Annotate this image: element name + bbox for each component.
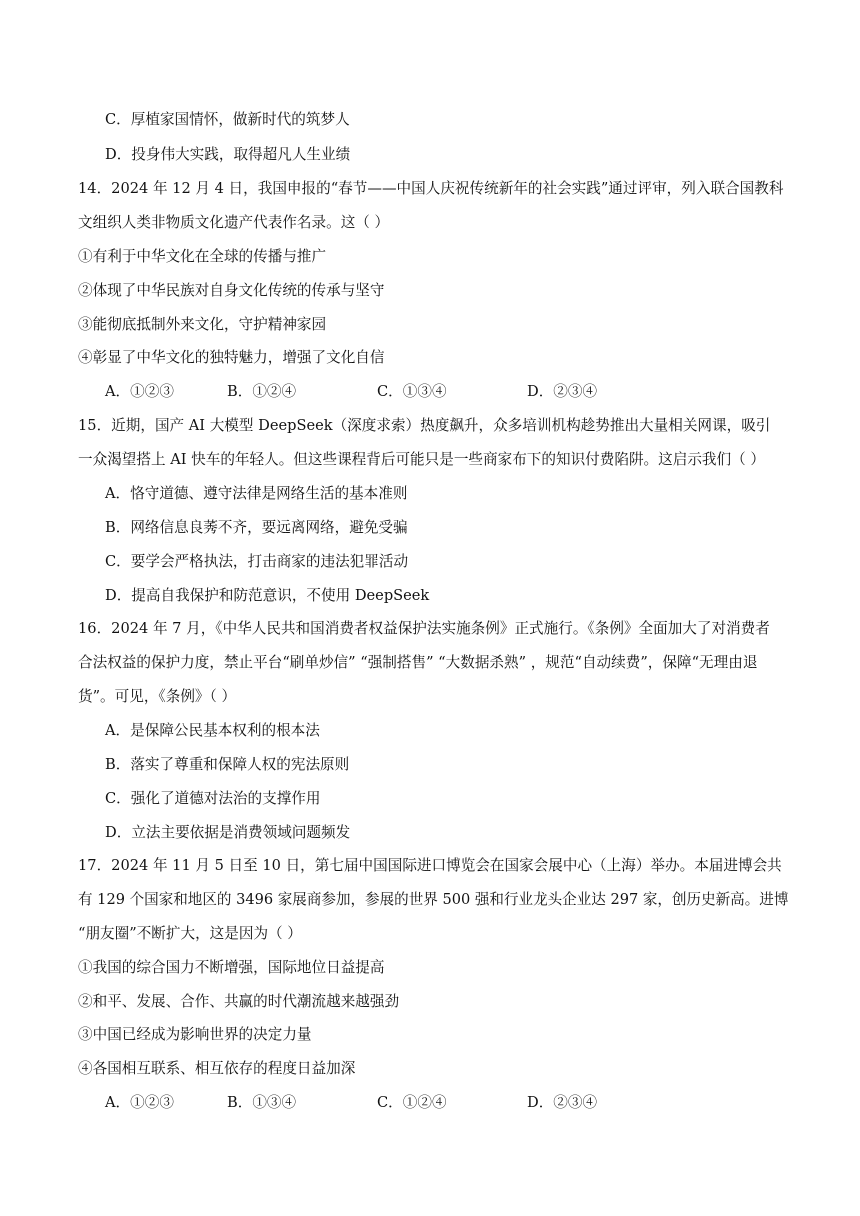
q15-option-a: A．恪守道德、遵守法律是网络生活的基本准则 <box>105 485 408 502</box>
q16-option-a: A．是保障公民基本权利的根本法 <box>105 722 320 739</box>
q16-option-c: C．强化了道德对法治的支撑作用 <box>105 790 321 807</box>
q17-option-d: D．②③④ <box>527 1094 598 1111</box>
q17-item-4: ④各国相互联系、相互依存的程度日益加深 <box>78 1060 356 1077</box>
q17-options <box>105 1093 805 1113</box>
q17-stem-line-2: 有 129 个国家和地区的 3496 家展商参加，参展的世界 500 强和行业龙头企业达 297 家，创历史新高。进博 <box>78 891 789 908</box>
q14-option-b: B．①②④ <box>227 383 297 400</box>
q13-option-c: C．厚植家国情怀，做新时代的筑梦人 <box>105 111 350 128</box>
q15-stem-line-2: 一众渴望搭上 AI 快车的年轻人。但这些课程背后可能只是一些商家布下的知识付费陷阱。这启示我们（ ） <box>78 451 765 468</box>
q14-options <box>105 382 805 402</box>
q14-item-2: ②体现了中华民族对自身文化传统的传承与坚守 <box>78 282 385 299</box>
q14-item-1: ①有利于中华文化在全球的传播与推广 <box>78 248 327 265</box>
q14-option-a: A．①②③ <box>105 383 174 400</box>
q16-stem-line-1: 16．2024 年 7 月，《中华人民共和国消费者权益保护法实施条例》正式施行。《条例》全面加大了对消费者 <box>78 620 770 637</box>
q16-stem-line-2: 合法权益的保护力度，禁止平台“刷单炒信” “强制搭售” “大数据杀熟” ，规范“自动续费”，保障“无理由退 <box>78 654 758 671</box>
q17-item-3: ③中国已经成为影响世界的决定力量 <box>78 1026 312 1043</box>
q17-item-1: ①我国的综合国力不断增强，国际地位日益提高 <box>78 959 385 976</box>
q17-option-a: A．①②③ <box>105 1094 174 1111</box>
q17-option-c: C．①②④ <box>377 1094 447 1111</box>
q15-option-d: D．提高自我保护和防范意识，不使用 DeepSeek <box>105 587 430 604</box>
q17-item-2: ②和平、发展、合作、共赢的时代潮流越来越强劲 <box>78 993 400 1010</box>
q16-option-b: B．落实了尊重和保障人权的宪法原则 <box>105 756 350 773</box>
q14-option-c: C．①③④ <box>377 383 447 400</box>
q14-item-3: ③能彻底抵制外来文化，守护精神家园 <box>78 316 327 333</box>
q15-stem-line-1: 15．近期，国产 AI 大模型 DeepSeek（深度求索）热度飙升，众多培训机构趁势推出大量相关网课，吸引 <box>78 417 771 434</box>
q13-option-d: D．投身伟大实践，取得超凡人生业绩 <box>105 146 351 163</box>
q15-option-c: C．要学会严格执法，打击商家的违法犯罪活动 <box>105 553 409 570</box>
q17-stem-line-3: “朋友圈”不断扩大，这是因为（ ） <box>78 925 302 942</box>
q14-option-d: D．②③④ <box>527 383 598 400</box>
q17-stem-line-1: 17．2024 年 11 月 5 日至 10 日，第七届中国国际进口博览会在国家会展中心（上海）举办。本届进博会共 <box>78 857 782 874</box>
q14-stem-line-1: 14．2024 年 12 月 4 日，我国申报的“春节——中国人庆祝传统新年的社会实践”通过评审，列入联合国教科 <box>78 180 784 197</box>
q17-option-b: B．①③④ <box>227 1094 297 1111</box>
q15-option-b: B．网络信息良莠不齐，要远离网络，避免受骗 <box>105 519 408 536</box>
q16-stem-line-3: 货”。可见，《条例》（ ） <box>78 688 237 705</box>
q14-stem-line-2: 文组织人类非物质文化遗产代表作名录。这（ ） <box>78 214 390 231</box>
q16-option-d: D．立法主要依据是消费领域问题频发 <box>105 824 351 841</box>
q14-item-4: ④彰显了中华文化的独特魅力，增强了文化自信 <box>78 349 385 366</box>
